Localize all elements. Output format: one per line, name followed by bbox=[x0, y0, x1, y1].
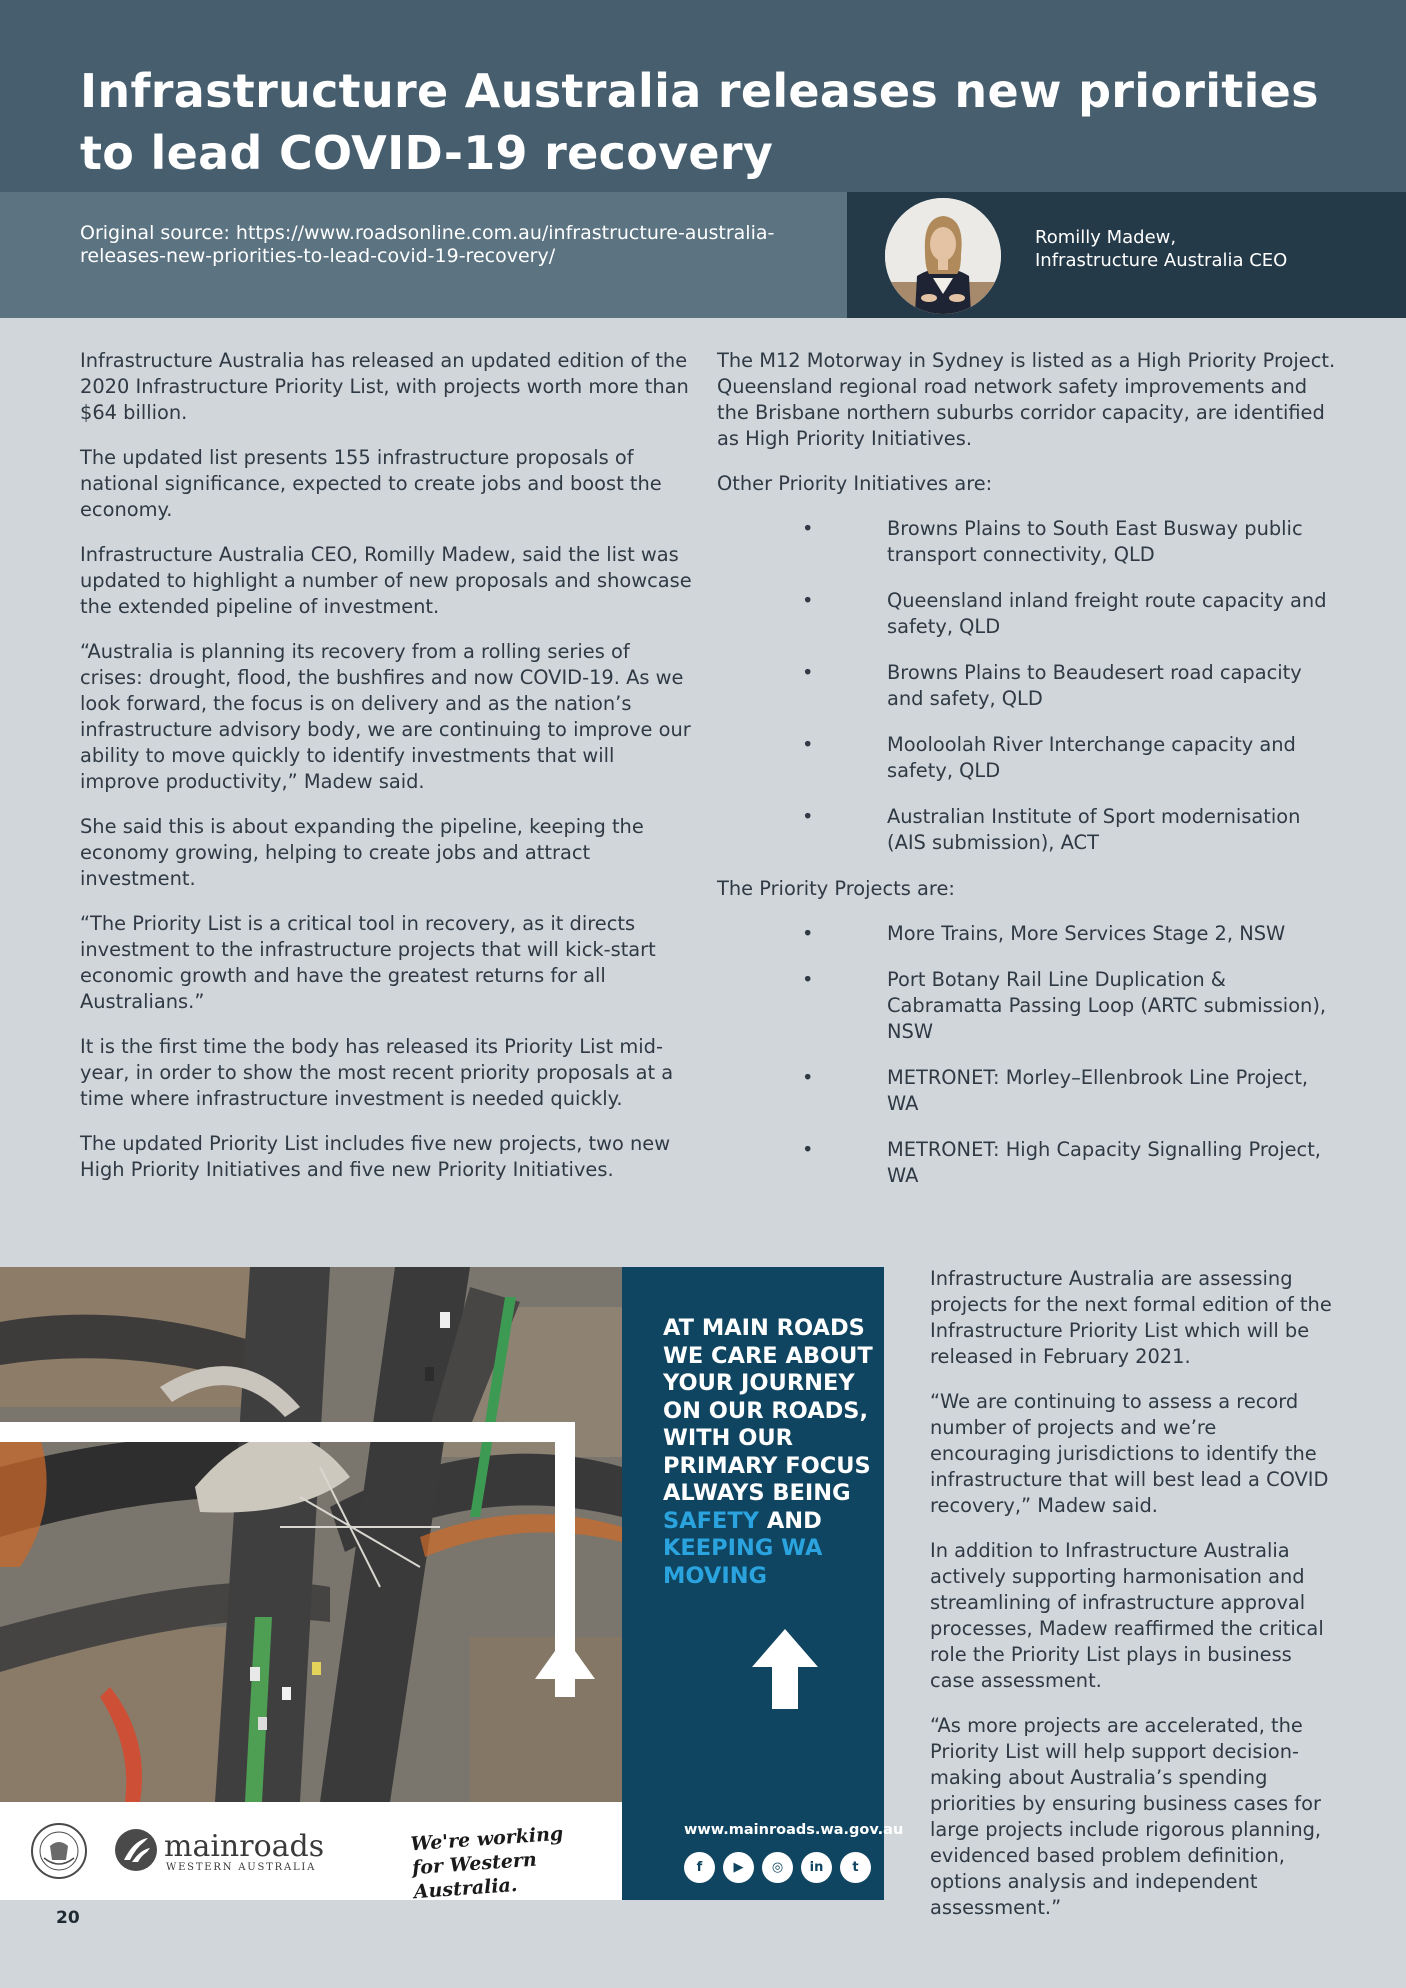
instagram-icon[interactable]: ◎ bbox=[762, 1852, 793, 1883]
paragraph: In addition to Infrastructure Australia actively supporting harmonisation and streamlining of infrastructure approval processes, Madew reaffirmed the critical role the Priority List plays in business case assessment. bbox=[930, 1539, 1324, 1692]
list-item-text: Mooloolah River Interchange capacity and safety, QLD bbox=[887, 733, 1296, 782]
ad-tagline: We're working for Western Australia. bbox=[409, 1822, 564, 1904]
list-item-text: More Trains, More Services Stage 2, NSW bbox=[887, 922, 1286, 945]
list-item bbox=[717, 804, 1337, 856]
ceo-caption bbox=[1035, 226, 1287, 272]
ad-headline-and: AND bbox=[759, 1507, 822, 1534]
paragraph: “The Priority List is a critical tool in recovery, as it directs investment to the infrastructure projects that will kick-start economic growth and have the greatest returns for all Australians.” bbox=[80, 912, 656, 1013]
article-title: Infrastructure Australia releases new priorities to lead COVID-19 recovery bbox=[80, 64, 1319, 180]
bullet: • bbox=[802, 733, 814, 756]
initiatives-heading: Other Priority Initiatives are: bbox=[717, 472, 993, 495]
ad-headline-main: AT MAIN ROADS WE CARE ABOUT YOUR JOURNEY ON OUR ROADS, WITH OUR PRIMARY FOCUS ALWAYS BEING bbox=[663, 1315, 873, 1506]
mainroads-logo-icon bbox=[114, 1828, 158, 1872]
main-roads-advertisement bbox=[0, 1267, 904, 1904]
youtube-icon[interactable]: ▶ bbox=[723, 1852, 754, 1883]
list-item bbox=[717, 921, 1337, 947]
list-item-text: Queensland inland freight route capacity and safety, QLD bbox=[887, 589, 1327, 638]
paragraph: “As more projects are accelerated, the Priority List will help support decision-making about Australia’s spending priorities by ensuring business cases for large projects include rigorous planning, evidenced based problem definition, options analysis and independent assessment.” bbox=[930, 1714, 1322, 1919]
left-column bbox=[80, 348, 692, 1202]
list-item-text: Australian Institute of Sport modernisation (AIS submission), ACT bbox=[887, 805, 1301, 854]
initiatives-list bbox=[717, 516, 1337, 856]
ceo-name: Romilly Madew, bbox=[1035, 227, 1177, 248]
ceo-photo bbox=[885, 198, 1001, 314]
paragraph: “Australia is planning its recovery from a rolling series of crises: drought, flood, the bushfires and now COVID-19. As we look forward, the focus is on delivery and as the nation’s infrastructure advisory body, we are continuing to improve our ability to move quickly to identify investments that will improve productivity,” Madew said. bbox=[80, 640, 691, 793]
bullet: • bbox=[802, 517, 814, 540]
projects-list bbox=[717, 921, 1337, 1189]
list-item bbox=[717, 516, 1337, 568]
list-item-text: Port Botany Rail Line Duplication & Cabramatta Passing Loop (ARTC submission), NSW bbox=[887, 968, 1327, 1043]
list-item bbox=[717, 588, 1337, 640]
list-item bbox=[717, 732, 1337, 784]
paragraph: The M12 Motorway in Sydney is listed as a High Priority Project. Queensland regional road network safety improvements and the Brisbane northern suburbs corridor capacity, are identified as High Priority Initiatives. bbox=[717, 349, 1336, 450]
twitter-icon[interactable]: t bbox=[840, 1852, 871, 1883]
ad-logo-bar bbox=[0, 1802, 622, 1904]
ad-headline-highlight: SAFETY bbox=[663, 1507, 759, 1534]
paragraph: Infrastructure Australia CEO, Romilly Madew, said the list was updated to highlight a number of new proposals and showcase the extended pipeline of investment. bbox=[80, 543, 692, 618]
right-column bbox=[717, 348, 1337, 1209]
paragraph: Infrastructure Australia has released an updated edition of the 2020 Infrastructure Priority List, with projects worth more than $64 billion. bbox=[80, 349, 689, 424]
ad-text-panel bbox=[622, 1267, 904, 1900]
paragraph: It is the first time the body has released its Priority List mid-year, in order to show the most recent priority proposals at a time where infrastructure investment is needed quickly. bbox=[80, 1035, 674, 1110]
list-item-text: METRONET: Morley–Ellenbrook Line Project, WA bbox=[887, 1066, 1309, 1115]
projects-heading: The Priority Projects are: bbox=[717, 877, 955, 900]
list-item-text: METRONET: High Capacity Signalling Project, WA bbox=[887, 1138, 1321, 1187]
list-item bbox=[717, 967, 1337, 1045]
government-seal-icon bbox=[30, 1822, 88, 1880]
arrow-up-icon bbox=[750, 1627, 820, 1709]
ad-website-link[interactable]: www.mainroads.wa.gov.au bbox=[684, 1822, 904, 1838]
list-item bbox=[717, 1065, 1337, 1117]
facebook-icon[interactable]: f bbox=[684, 1852, 715, 1883]
source-link[interactable]: Original source: https://www.roadsonline.com.au/infrastructure-australia-releases-new-priorities-to-lead-covid-19-recovery/ bbox=[80, 222, 775, 267]
bullet: • bbox=[802, 968, 814, 991]
list-item-text: Browns Plains to South East Busway public transport connectivity, QLD bbox=[887, 517, 1303, 566]
ceo-band bbox=[847, 192, 1406, 318]
ad-headline bbox=[663, 1315, 878, 1590]
bullet: • bbox=[802, 805, 814, 828]
ad-headline-highlight: KEEPING WA MOVING bbox=[663, 1535, 823, 1589]
bullet: • bbox=[802, 922, 814, 945]
mainroads-subtitle: WESTERN AUSTRALIA bbox=[166, 1862, 317, 1873]
ceo-role: Infrastructure Australia CEO bbox=[1035, 250, 1288, 271]
social-links bbox=[684, 1852, 871, 1883]
list-item bbox=[717, 660, 1337, 712]
bullet: • bbox=[802, 589, 814, 612]
list-item bbox=[717, 1137, 1337, 1189]
bullet: • bbox=[802, 1138, 814, 1161]
paragraph: The updated list presents 155 infrastructure proposals of national significance, expected to create jobs and boost the economy. bbox=[80, 446, 662, 521]
bullet: • bbox=[802, 661, 814, 684]
aerial-interchange-photo bbox=[0, 1267, 622, 1802]
mainroads-wordmark: mainroads bbox=[164, 1829, 325, 1864]
page-number: 20 bbox=[56, 1908, 80, 1928]
paragraph: “We are continuing to assess a record number of projects and we’re encouraging jurisdictions to identify the infrastructure that will best lead a COVID recovery,” Madew said. bbox=[930, 1390, 1329, 1517]
bottom-right-column bbox=[930, 1266, 1340, 1940]
paragraph: The updated Priority List includes five new projects, two new High Priority Initiatives and five new Priority Initiatives. bbox=[80, 1132, 671, 1181]
list-item-text: Browns Plains to Beaudesert road capacity and safety, QLD bbox=[887, 661, 1302, 710]
bullet: • bbox=[802, 1066, 814, 1089]
paragraph: Infrastructure Australia are assessing projects for the next formal edition of the Infrastructure Priority List which will be released in February 2021. bbox=[930, 1267, 1332, 1368]
source-band bbox=[0, 192, 847, 318]
paragraph: She said this is about expanding the pipeline, keeping the economy growing, helping to create jobs and attract investment. bbox=[80, 815, 644, 890]
title-band bbox=[0, 0, 1406, 192]
linkedin-icon[interactable]: in bbox=[801, 1852, 832, 1883]
